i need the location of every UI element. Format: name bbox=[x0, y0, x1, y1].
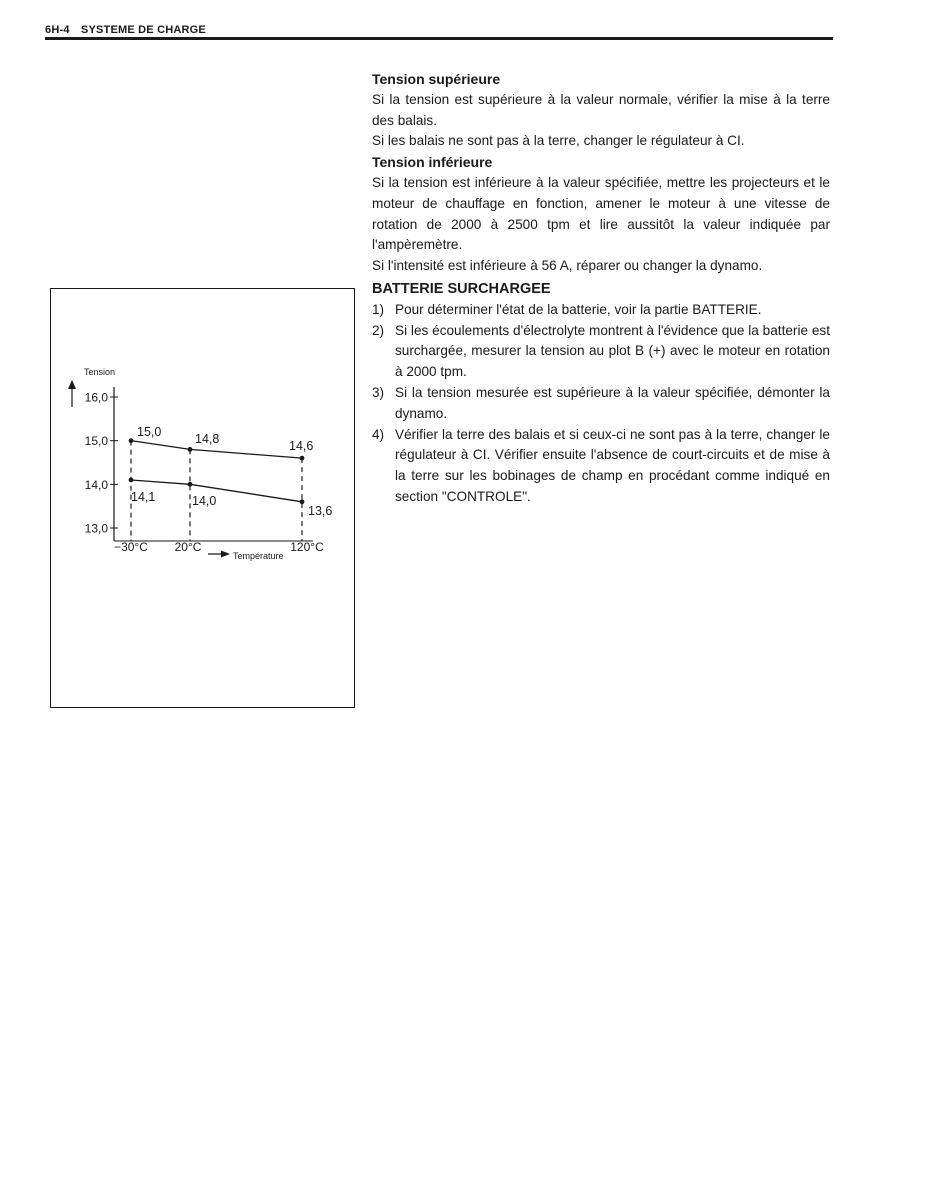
list-item bbox=[372, 321, 830, 383]
lower-para-2: Si l'intensité est inférieure à 56 A, réparer ou changer la dynamo. bbox=[372, 258, 763, 274]
data-point bbox=[129, 478, 134, 483]
y-tick-label: 13,0 bbox=[84, 521, 108, 536]
section-title: SYSTEME DE CHARGE bbox=[80, 24, 206, 36]
data-point bbox=[188, 447, 193, 452]
data-label: 14,0 bbox=[192, 494, 217, 508]
x-tick-label: −30°C bbox=[114, 540, 148, 554]
data-label: 13,6 bbox=[308, 504, 333, 518]
y-axis-label: Tension bbox=[84, 367, 116, 377]
data-label: 14,1 bbox=[131, 490, 156, 504]
page-header bbox=[45, 24, 206, 36]
list-item bbox=[372, 425, 830, 508]
item-number: 1) bbox=[372, 301, 385, 317]
data-point bbox=[129, 438, 134, 443]
item-number: 3) bbox=[372, 384, 385, 400]
header-rule bbox=[45, 37, 833, 40]
lower-para-1: Si la tension est inférieure à la valeur spécifiée, mettre les projecteurs et le moteur de chauffage en fonction, amener le moteur à une vitesse de rotation de 2000 à 2500 tpm et lire aussitôt la valeur indiquée par l'ampèremètre. bbox=[372, 174, 830, 253]
data-label: 14,8 bbox=[195, 432, 220, 446]
item-number: 4) bbox=[372, 426, 385, 442]
data-point bbox=[300, 456, 305, 461]
overcharge-steps bbox=[372, 300, 830, 508]
list-item bbox=[372, 300, 830, 321]
item-text: Si la tension mesurée est supérieure à la valeur spécifiée, démonter la dynamo. bbox=[395, 384, 830, 421]
data-label: 15,0 bbox=[137, 425, 162, 439]
item-text: Si les écoulements d'électrolyte montrent à l'évidence que la batterie est surchargée, mesurer la tension au plot B (+) avec le moteur en rotation à 2000 tpm. bbox=[395, 322, 830, 380]
heading-lower-voltage: Tension inférieure bbox=[372, 154, 493, 171]
upper-para-2: Si les balais ne sont pas à la terre, changer le régulateur à CI. bbox=[372, 133, 745, 149]
item-number: 2) bbox=[372, 322, 385, 338]
list-item bbox=[372, 383, 830, 425]
heading-battery-overcharge: BATTERIE SURCHARGEE bbox=[372, 280, 551, 297]
x-tick-label: 20°C bbox=[174, 540, 202, 554]
data-point bbox=[300, 499, 305, 504]
x-axis-label: Température bbox=[233, 551, 284, 561]
voltage-temperature-chart bbox=[51, 289, 354, 707]
x-tick-label: 120°C bbox=[290, 540, 324, 554]
data-point bbox=[188, 482, 193, 487]
y-tick-label: 16,0 bbox=[84, 390, 108, 405]
voltage-chart-figure bbox=[50, 288, 355, 708]
y-tick-label: 14,0 bbox=[84, 477, 108, 492]
heading-upper-voltage: Tension supérieure bbox=[372, 71, 501, 87]
section-code: 6H-4 bbox=[45, 24, 70, 36]
item-text: Pour déterminer l'état de la batterie, voir la partie BATTERIE. bbox=[395, 301, 762, 317]
series-line bbox=[131, 480, 302, 502]
upper-para-1: Si la tension est supérieure à la valeur normale, vérifier la mise à la terre des balais. bbox=[372, 91, 830, 128]
text-column bbox=[372, 69, 830, 508]
y-axis-arrow-head bbox=[68, 380, 76, 389]
x-axis-arrow-head bbox=[221, 551, 230, 558]
y-tick-label: 15,0 bbox=[84, 434, 108, 449]
item-text: Vérifier la terre des balais et si ceux-ci ne sont pas à la terre, changer le régulateur à CI. Vérifier ensuite l'absence de court-circuits et de mise à la terre sur les bobinages de champ en procédant comme indiqué en section "CONTROLE". bbox=[395, 426, 830, 504]
data-label: 14,6 bbox=[289, 439, 314, 453]
